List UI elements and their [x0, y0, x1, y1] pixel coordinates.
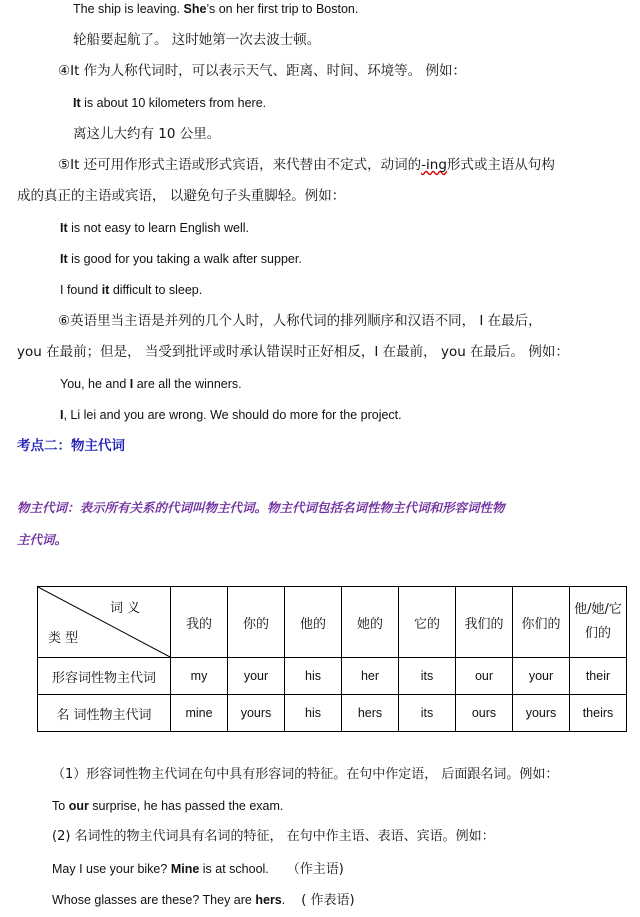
table-cell: your — [513, 658, 570, 695]
table-row — [38, 695, 627, 732]
header-cell: 她的 — [342, 587, 399, 658]
example-sentence-learn: It is not easy to learn English well. — [60, 221, 249, 235]
table-cell: its — [399, 695, 456, 732]
table-cell: his — [285, 658, 342, 695]
rule-5-line2: 成的真正的主语或宾语， 以避免句子头重脚轻。例如： — [17, 188, 346, 204]
row-label: 名 词性物主代词 — [38, 695, 171, 732]
example-sentence-surprise: To our surprise, he has passed the exam. — [52, 799, 284, 813]
possessive-pronoun-table — [37, 586, 627, 732]
table-cell: yours — [228, 695, 285, 732]
corner-label-meaning: 词 义 — [110, 601, 141, 616]
example-sentence-bike: May I use your bike? Mine is at school. （作主语) — [52, 862, 344, 877]
header-cell: 我们的 — [456, 587, 513, 658]
header-cell: 你们的 — [513, 587, 570, 658]
example-sentence-sleep: I found it difficult to sleep. — [60, 283, 203, 297]
example-sentence-ship: The ship is leaving. She’s on her first trip to Boston. — [73, 2, 359, 16]
table-cell: ours — [456, 695, 513, 732]
rule-6-line1: ⑥英语里当主语是并列的几个人时，人称代词的排列顺序和汉语不同， I 在最后， — [58, 313, 542, 329]
table-cell: his — [285, 695, 342, 732]
header-cell: 他/她/它们的 — [570, 587, 627, 658]
translation-ship: 轮船要起航了。 这时她第一次去波士顿。 — [73, 32, 321, 48]
corner-label-type: 类 型 — [48, 631, 79, 646]
table-cell: your — [228, 658, 285, 695]
table-cell: hers — [342, 695, 399, 732]
table-cell: yours — [513, 695, 570, 732]
row-label: 形容词性物主代词 — [38, 658, 171, 695]
diagonal-line — [38, 587, 170, 657]
table-row — [38, 658, 627, 695]
rule-4: ④It 作为人称代词时，可以表示天气、距离、时间、环境等。 例如： — [58, 63, 466, 79]
header-cell: 他的 — [285, 587, 342, 658]
table-header-row — [38, 587, 627, 658]
table-cell: her — [342, 658, 399, 695]
translation-distance: 离这儿大约有 10 公里。 — [73, 126, 221, 142]
table-cell: mine — [171, 695, 228, 732]
header-cell: 我的 — [171, 587, 228, 658]
table-cell: its — [399, 658, 456, 695]
table-cell: our — [456, 658, 513, 695]
table-cell: my — [171, 658, 228, 695]
example-sentence-glasses: Whose glasses are these? They are hers. ( 作表语) — [52, 893, 355, 908]
example-sentence-walk: It is good for you taking a walk after supper. — [60, 252, 302, 266]
rule-5-line1: ⑤It 还可用作形式主语或形式宾语，来代替由不定式，动词的-ing形式或主语从句构 — [58, 157, 555, 173]
definition-line2: 主代词。 — [17, 532, 68, 547]
example-sentence-winners: You, he and I are all the winners. — [60, 377, 242, 391]
table-corner-cell — [38, 587, 171, 658]
header-cell: 你的 — [228, 587, 285, 658]
example-sentence-distance: It is about 10 kilometers from here. — [73, 96, 267, 110]
point-2: (2) 名词性的物主代词具有名词的特征， 在句中作主语、表语、宾语。例如： — [52, 829, 495, 844]
example-sentence-wrong: I, Li lei and you are wrong. We should do more for the project. — [60, 408, 402, 422]
definition-line1: 物主代词：表示所有关系的代词叫物主代词。物主代词包括名词性物主代词和形容词性物 — [17, 500, 505, 515]
section-heading: 考点二：物主代词 — [17, 438, 125, 454]
table-cell: their — [570, 658, 627, 695]
header-cell: 它的 — [399, 587, 456, 658]
point-1: （1）形容词性物主代词在句中具有形容词的特征。在句中作定语， 后面跟名词。例如： — [52, 767, 559, 782]
table-cell: theirs — [570, 695, 627, 732]
rule-6-line2: you 在最前；但是， 当受到批评或时承认错误时正好相反，I 在最前， you 在最后。 例如： — [17, 344, 569, 360]
